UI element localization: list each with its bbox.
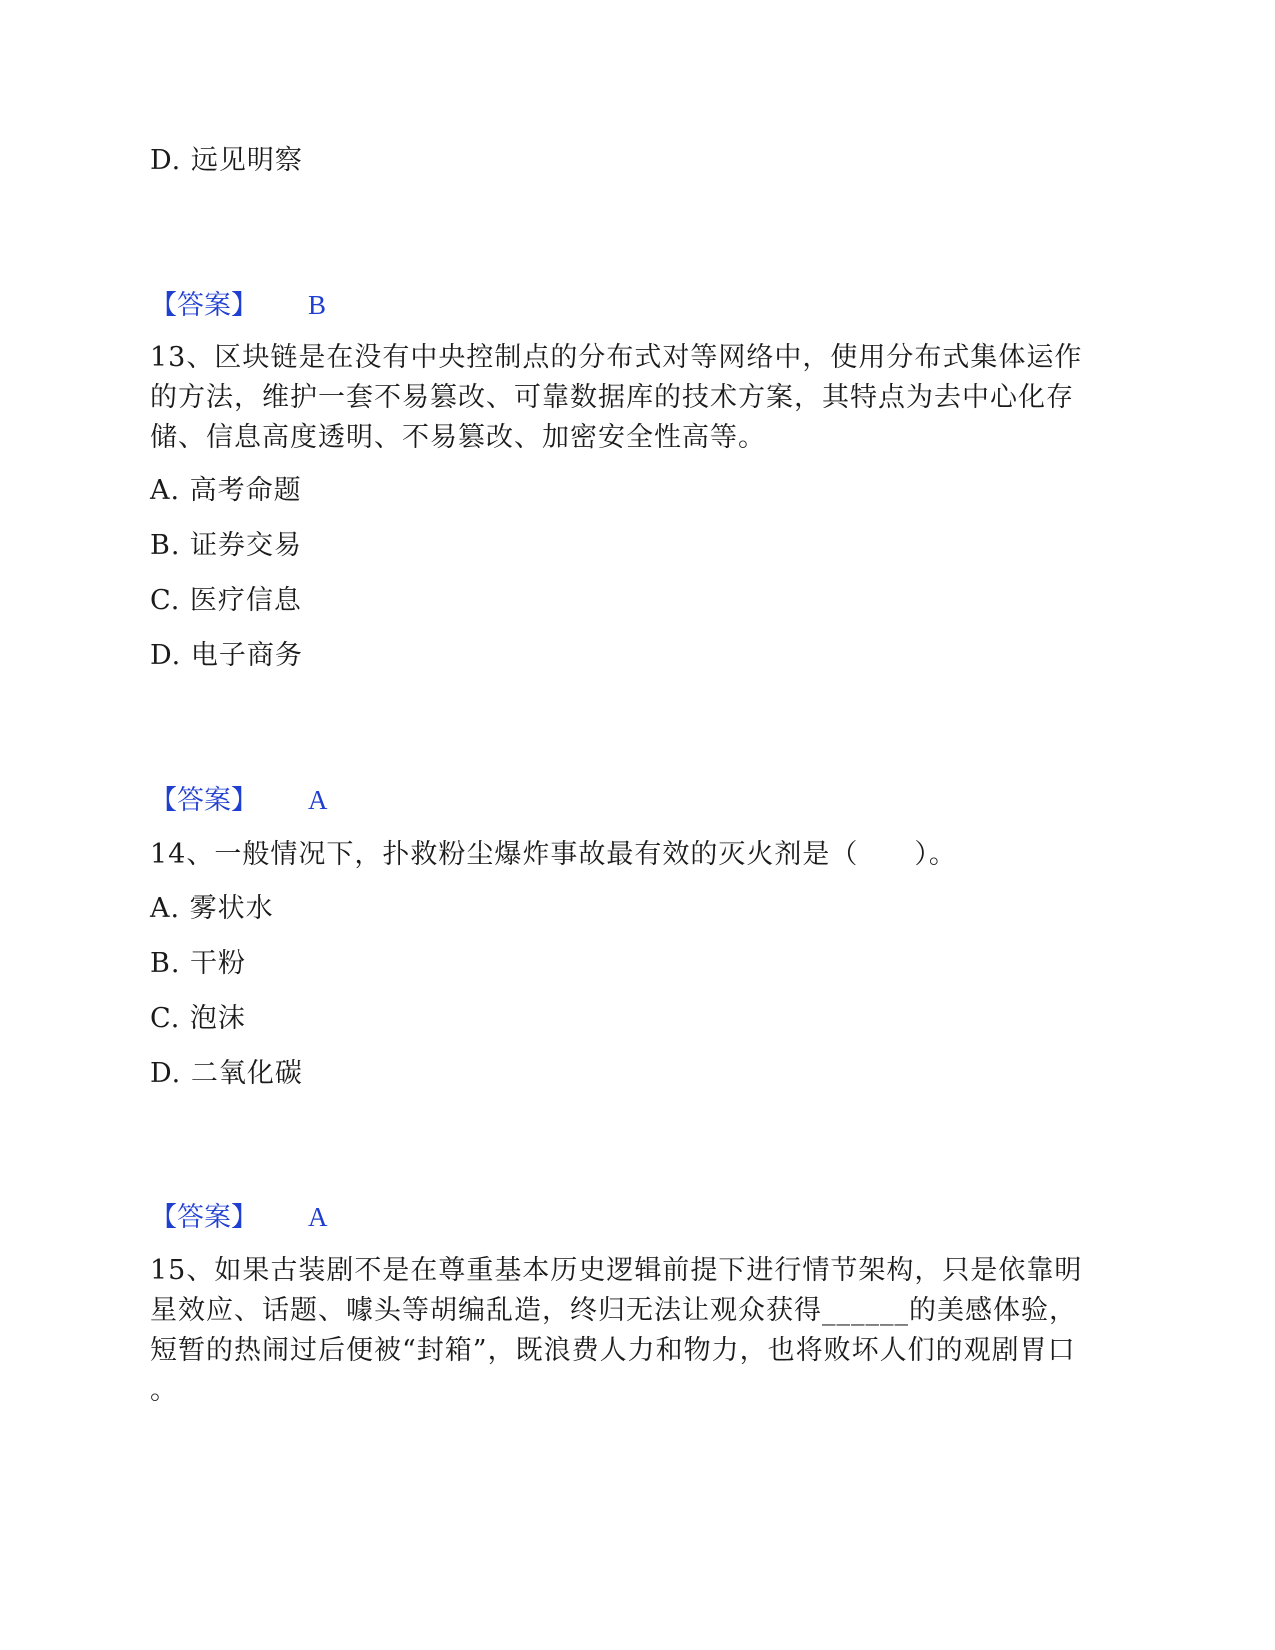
prev-option-d: D. 远见明察 (150, 145, 303, 176)
q13-option-b: B. 证券交易 (150, 530, 303, 561)
q13-answer (150, 780, 328, 821)
answer-value: B (308, 290, 327, 320)
prev-answer (150, 285, 326, 326)
q14-option-b: B. 干粉 (150, 948, 247, 979)
question-line: 13、区块链是在没有中央控制点的分布式对等网络中，使用分布式集体运作 (150, 342, 1083, 373)
question-line: 。 (150, 1375, 178, 1406)
question-13-text (150, 338, 1130, 458)
q13-option-d: D. 电子商务 (150, 640, 303, 671)
q14-answer (150, 1197, 328, 1238)
question-14-text: 14、一般情况下，扑救粉尘爆炸事故最有效的灭火剂是（ ）。 (150, 839, 957, 870)
answer-label: 【答案】 (150, 1202, 258, 1233)
answer-label: 【答案】 (150, 290, 258, 321)
q14-option-c: C. 泡沫 (150, 1003, 246, 1034)
question-line: 15、如果古装剧不是在尊重基本历史逻辑前提下进行情节架构，只是依靠明 (150, 1255, 1083, 1286)
question-line: 储、信息高度透明、不易篡改、加密安全性高等。 (150, 422, 766, 453)
q13-option-c: C. 医疗信息 (150, 585, 302, 616)
q14-option-a: A. 雾状水 (150, 893, 274, 924)
answer-value: A (308, 785, 328, 815)
q13-option-a: A. 高考命题 (150, 475, 302, 506)
question-line: 短暂的热闹过后便被“封箱”，既浪费人力和物力，也将败坏人们的观剧胃口 (150, 1335, 1076, 1366)
question-line: 星效应、话题、噱头等胡编乱造，终归无法让观众获得______的美感体验， (150, 1295, 1077, 1326)
q14-option-d: D. 二氧化碳 (150, 1058, 303, 1089)
answer-label: 【答案】 (150, 785, 258, 816)
question-15-text (150, 1251, 1130, 1411)
question-line: 的方法，维护一套不易篡改、可靠数据库的技术方案，其特点为去中心化存 (150, 382, 1074, 413)
answer-value: A (308, 1202, 328, 1232)
